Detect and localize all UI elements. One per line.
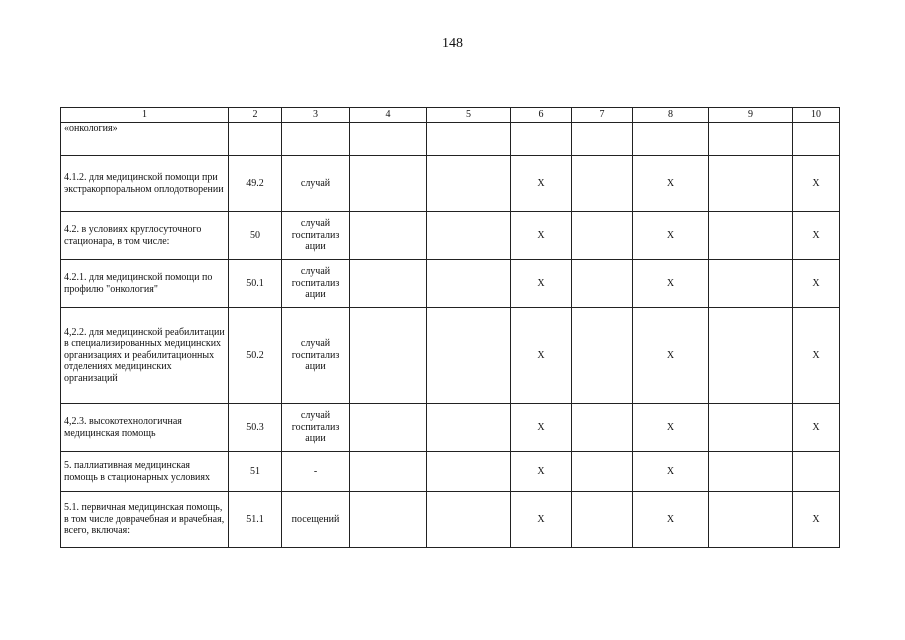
row-label: 4,2.2. для медицинской реабилитации в специализированных медицинских организациях и реабилитационных отделениях медицинских организаций bbox=[61, 308, 229, 404]
cell-col6: X bbox=[511, 452, 572, 492]
empty-cell bbox=[427, 123, 511, 156]
row-unit: - bbox=[282, 452, 350, 492]
column-header: 9 bbox=[709, 108, 793, 123]
table-row bbox=[61, 212, 840, 260]
column-header: 3 bbox=[282, 108, 350, 123]
column-header: 5 bbox=[427, 108, 511, 123]
empty-cell bbox=[709, 452, 793, 492]
empty-cell bbox=[350, 260, 427, 308]
row-label: 4.2. в условиях круглосуточного стационара, в том числе: bbox=[61, 212, 229, 260]
table-row bbox=[61, 123, 840, 156]
cell-col10: X bbox=[793, 260, 840, 308]
cell-col8: X bbox=[633, 212, 709, 260]
row-label: 4.2.1. для медицинской помощи по профилю "онкология" bbox=[61, 260, 229, 308]
table-row bbox=[61, 452, 840, 492]
cell-col10: X bbox=[793, 308, 840, 404]
empty-cell bbox=[427, 308, 511, 404]
data-table bbox=[60, 107, 840, 548]
row-number bbox=[229, 123, 282, 156]
cell-col8: X bbox=[633, 308, 709, 404]
row-unit: случай bbox=[282, 156, 350, 212]
header-row bbox=[61, 108, 840, 123]
cell-col6: X bbox=[511, 492, 572, 548]
row-label: 5.1. первичная медицинская помощь, в том числе доврачебная и врачебная, всего, включая: bbox=[61, 492, 229, 548]
empty-cell bbox=[709, 404, 793, 452]
cell-col10: X bbox=[793, 156, 840, 212]
column-header: 2 bbox=[229, 108, 282, 123]
row-label: 4,2.3. высокотехнологичная медицинская помощь bbox=[61, 404, 229, 452]
column-header: 1 bbox=[61, 108, 229, 123]
empty-cell bbox=[709, 123, 793, 156]
row-label: 4.1.2. для медицинской помощи при экстракорпоральном оплодотворении bbox=[61, 156, 229, 212]
row-number: 50.2 bbox=[229, 308, 282, 404]
empty-cell bbox=[427, 404, 511, 452]
empty-cell bbox=[350, 156, 427, 212]
empty-cell bbox=[350, 404, 427, 452]
empty-cell bbox=[572, 308, 633, 404]
empty-cell bbox=[427, 212, 511, 260]
table-row bbox=[61, 156, 840, 212]
cell-col6: X bbox=[511, 260, 572, 308]
row-number: 51 bbox=[229, 452, 282, 492]
empty-cell bbox=[709, 492, 793, 548]
empty-cell bbox=[572, 260, 633, 308]
empty-cell bbox=[709, 308, 793, 404]
empty-cell bbox=[350, 308, 427, 404]
row-unit: случай госпитализ ации bbox=[282, 308, 350, 404]
empty-cell bbox=[572, 123, 633, 156]
empty-cell bbox=[709, 212, 793, 260]
row-number: 51.1 bbox=[229, 492, 282, 548]
cell-col10 bbox=[793, 123, 840, 156]
column-header: 4 bbox=[350, 108, 427, 123]
empty-cell bbox=[350, 123, 427, 156]
table-row bbox=[61, 308, 840, 404]
table-row bbox=[61, 404, 840, 452]
cell-col6: X bbox=[511, 212, 572, 260]
empty-cell bbox=[572, 212, 633, 260]
row-label: «онкология» bbox=[61, 123, 229, 156]
cell-col6: X bbox=[511, 404, 572, 452]
row-number: 50 bbox=[229, 212, 282, 260]
table-row bbox=[61, 492, 840, 548]
empty-cell bbox=[709, 156, 793, 212]
empty-cell bbox=[572, 492, 633, 548]
cell-col6: X bbox=[511, 156, 572, 212]
table-row bbox=[61, 260, 840, 308]
cell-col10: X bbox=[793, 212, 840, 260]
empty-cell bbox=[572, 156, 633, 212]
row-unit: случай госпитализ ации bbox=[282, 212, 350, 260]
empty-cell bbox=[427, 492, 511, 548]
column-header: 10 bbox=[793, 108, 840, 123]
cell-col8: X bbox=[633, 452, 709, 492]
empty-cell bbox=[427, 260, 511, 308]
column-header: 6 bbox=[511, 108, 572, 123]
row-number: 50.3 bbox=[229, 404, 282, 452]
cell-col8: X bbox=[633, 156, 709, 212]
empty-cell bbox=[350, 492, 427, 548]
empty-cell bbox=[350, 212, 427, 260]
empty-cell bbox=[427, 156, 511, 212]
cell-col10: X bbox=[793, 492, 840, 548]
cell-col8: X bbox=[633, 404, 709, 452]
page-number: 148 bbox=[442, 36, 463, 51]
empty-cell bbox=[572, 404, 633, 452]
column-header: 7 bbox=[572, 108, 633, 123]
empty-cell bbox=[572, 452, 633, 492]
cell-col8: X bbox=[633, 260, 709, 308]
empty-cell bbox=[350, 452, 427, 492]
row-unit: случай госпитализ ации bbox=[282, 404, 350, 452]
row-unit: посещений bbox=[282, 492, 350, 548]
row-unit: случай госпитализ ации bbox=[282, 260, 350, 308]
cell-col6 bbox=[511, 123, 572, 156]
cell-col6: X bbox=[511, 308, 572, 404]
row-label: 5. паллиативная медицинская помощь в стационарных условиях bbox=[61, 452, 229, 492]
column-header: 8 bbox=[633, 108, 709, 123]
cell-col10 bbox=[793, 452, 840, 492]
row-unit bbox=[282, 123, 350, 156]
empty-cell bbox=[427, 452, 511, 492]
row-number: 50.1 bbox=[229, 260, 282, 308]
cell-col10: X bbox=[793, 404, 840, 452]
empty-cell bbox=[709, 260, 793, 308]
cell-col8 bbox=[633, 123, 709, 156]
row-number: 49.2 bbox=[229, 156, 282, 212]
cell-col8: X bbox=[633, 492, 709, 548]
